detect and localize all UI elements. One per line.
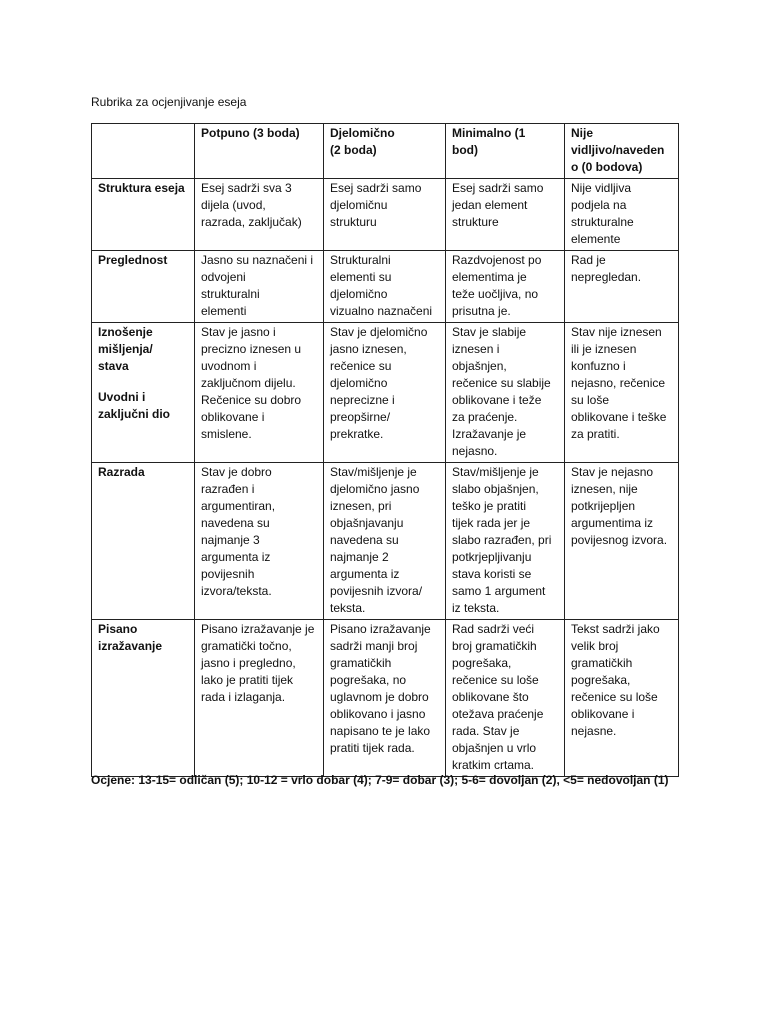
header-empty-cell: [92, 124, 195, 179]
rubric-cell: Stav je jasno i precizno iznesen u uvodnom i zaključnom dijelu. Rečenice su dobro oblikovane i smislene.: [195, 323, 324, 463]
table-row: [92, 251, 679, 323]
rubric-cell: Stav/mišljenje je slabo objašnjen, teško je pratiti tijek rada jer je slabo razrađen, pri potkrjepljivanju stava koristi se samo 1 argument iz teksta.: [446, 463, 565, 620]
rubric-cell: Stav je nejasno iznesen, nije potkrijepljen argumentima iz povijesnog izvora.: [565, 463, 679, 620]
rubric-cell: Jasno su naznačeni i odvojeni strukturalni elementi: [195, 251, 324, 323]
header-row: [92, 124, 679, 179]
header-minimal-points: Minimalno (1 bod): [446, 124, 565, 179]
header-full-points: Potpuno (3 boda): [195, 124, 324, 179]
table-row: [92, 323, 679, 463]
rubric-cell: Pisano izražavanje sadrži manji broj gramatičkih pogrešaka, no uglavnom je dobro oblikovano i jasno napisano te je lako pratiti tijek rada.: [324, 620, 446, 777]
rubric-cell: Stav je djelomično jasno iznesen, rečenice su djelomično neprecizne i preopširne/ prekratke.: [324, 323, 446, 463]
rubric-cell: Rad je nepregledan.: [565, 251, 679, 323]
grades-footer: Ocjene: 13-15= odličan (5); 10-12 = vrlo dobar (4); 7-9= dobar (3); 5-6= dovoljan (2), <5= nedovoljan (1): [91, 773, 669, 787]
table-row: [92, 179, 679, 251]
rubric-cell: Strukturalni elementi su djelomično vizualno naznačeni: [324, 251, 446, 323]
criterion-spacer: [98, 375, 190, 389]
table-row: [92, 463, 679, 620]
criterion-cell: [92, 323, 195, 463]
rubric-cell: Rad sadrži veći broj gramatičkih pogrešaka, rečenice su loše oblikovane što otežava praćenje rada. Stav je objašnjen u vrlo kratkim crtama.: [446, 620, 565, 777]
criterion-cell: Preglednost: [92, 251, 195, 323]
rubric-cell: Esej sadrži samo djelomičnu strukturu: [324, 179, 446, 251]
criterion-cell: Pisano izražavanje: [92, 620, 195, 777]
document-title: Rubrika za ocjenjivanje eseja: [91, 95, 247, 109]
rubric-cell: Nije vidljiva podjela na strukturalne elemente: [565, 179, 679, 251]
criterion-cell: Struktura eseja: [92, 179, 195, 251]
rubric-cell: Stav je slabije iznesen i objašnjen, rečenice su slabije oblikovane i teže za praćenje. Izražavanje je nejasno.: [446, 323, 565, 463]
table-row: [92, 620, 679, 777]
header-zero-points: Nije vidljivo/naveden o (0 bodova): [565, 124, 679, 179]
header-partial-points: Djelomično (2 boda): [324, 124, 446, 179]
rubric-cell: Pisano izražavanje je gramatički točno, jasno i pregledno, lako je pratiti tijek rada i izlaganja.: [195, 620, 324, 777]
criterion-cell: Razrada: [92, 463, 195, 620]
criterion-label-opinion: Iznošenje mišljenja/ stava: [98, 325, 153, 373]
rubric-cell: Esej sadrži samo jedan element strukture: [446, 179, 565, 251]
rubric-cell: Stav/mišljenje je djelomično jasno iznesen, pri objašnjavanju navedena su najmanje 2 argumenta iz povijesnih izvora/ teksta.: [324, 463, 446, 620]
rubric-table: [91, 123, 679, 777]
rubric-cell: Esej sadrži sva 3 dijela (uvod, razrada, zaključak): [195, 179, 324, 251]
rubric-cell: Tekst sadrži jako velik broj gramatičkih pogrešaka, rečenice su loše oblikovane i nejasne.: [565, 620, 679, 777]
rubric-cell: Razdvojenost po elementima je teže uočljiva, no prisutna je.: [446, 251, 565, 323]
rubric-cell: Stav je dobro razrađen i argumentiran, navedena su najmanje 3 argumenta iz povijesnih izvora/teksta.: [195, 463, 324, 620]
criterion-label-intro-conclusion: Uvodni i zaključni dio: [98, 390, 171, 421]
rubric-cell: Stav nije iznesen ili je iznesen konfuzno i nejasno, rečenice su loše oblikovane i teške za pratiti.: [565, 323, 679, 463]
